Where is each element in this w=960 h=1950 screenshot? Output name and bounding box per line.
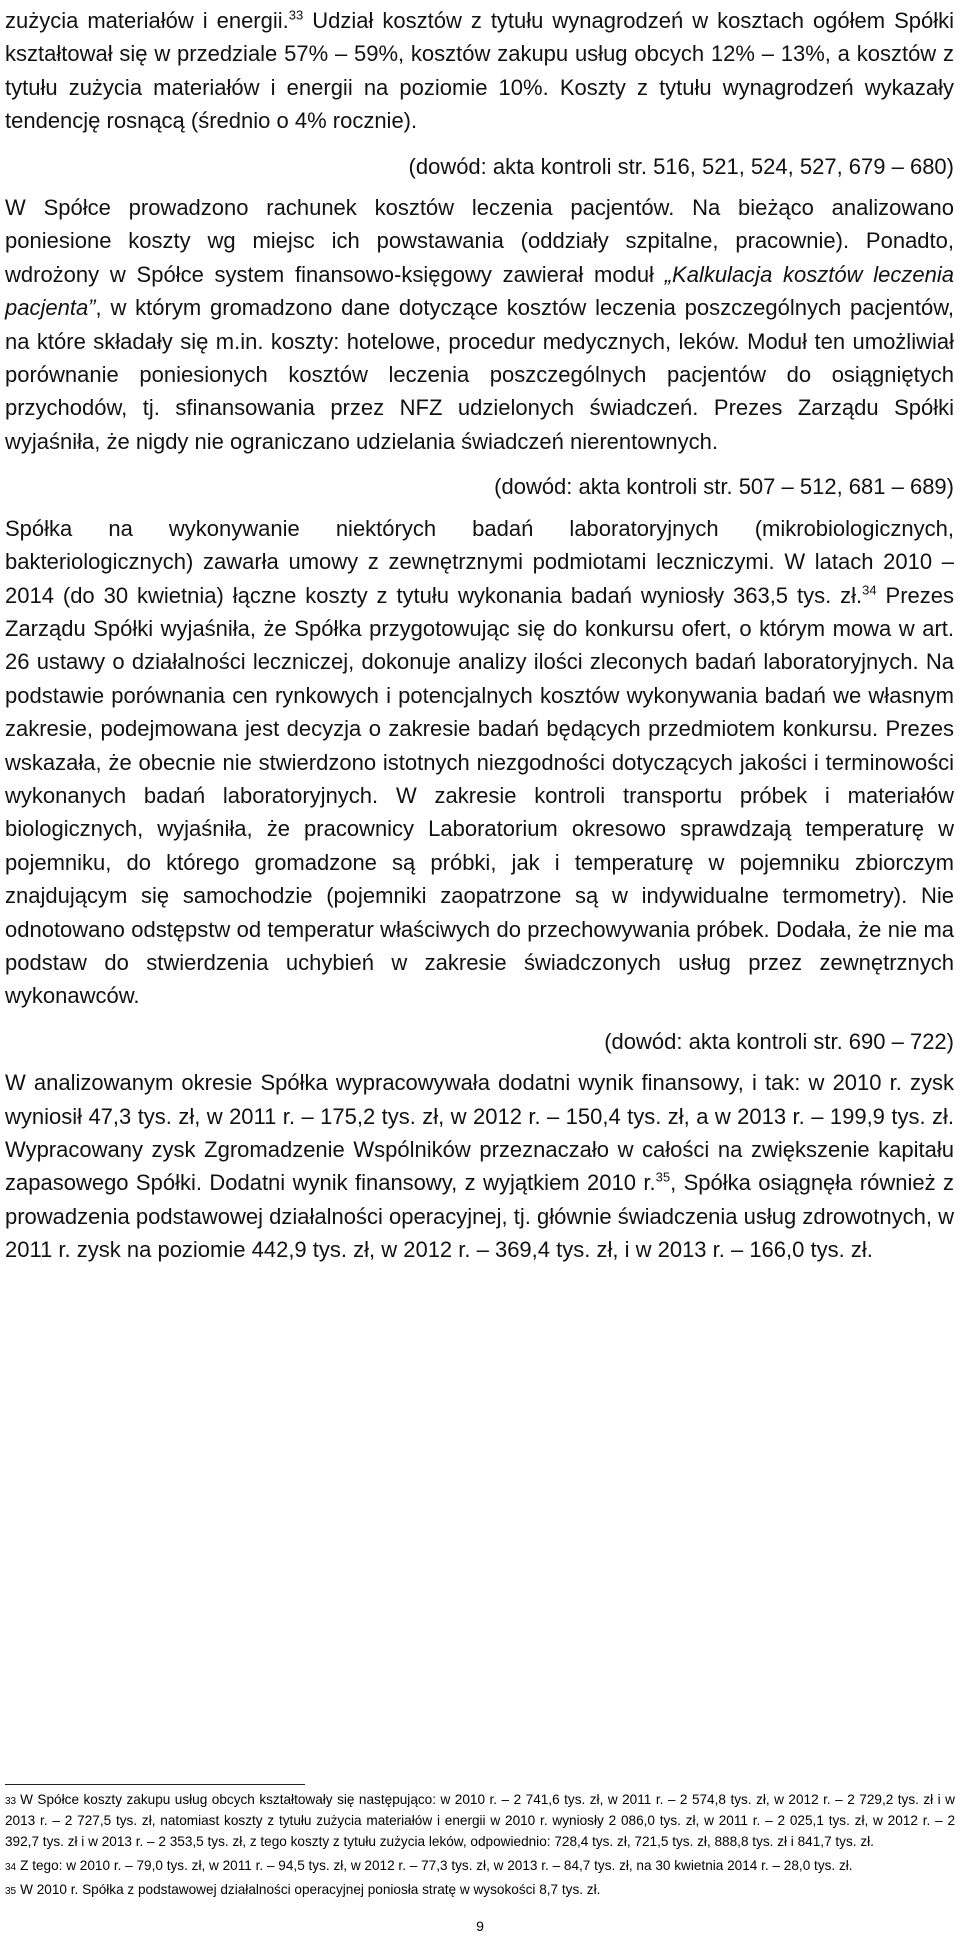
evidence-reference: (dowód: akta kontroli str. 507 – 512, 681 – 689) <box>494 474 954 500</box>
footnotes <box>5 1789 955 1903</box>
footnote-text: W 2010 r. Spółka z podstawowej działalności operacyjnej poniosła stratę w wysokości 8,7 tys. zł. <box>20 1882 601 1897</box>
evidence-reference: (dowód: akta kontroli str. 690 – 722) <box>604 1028 954 1054</box>
footnote-number: 33 <box>5 1796 17 1807</box>
footnote-35 <box>5 1879 955 1900</box>
page-number: 9 <box>476 1918 484 1934</box>
paragraph-text: W Spółce prowadzono rachunek kosztów leczenia pacjentów. Na bieżąco analizowano poniesione koszty wg miejsc ich powstawania (oddziały szpitalne, pracownie). Ponadto, wdrożony w Spółce system finansowo-księgowy zawierał moduł <box>5 195 954 287</box>
footnote-ref-34[interactable]: 34 <box>862 582 877 598</box>
paragraph-text: Udział kosztów z tytułu wynagrodzeń w kosztach ogółem Spółki kształtował się w przedziale 57% – 59%, kosztów zakupu usług obcych 12% – 13%, a kosztów z tytułu zużycia materiałów i energii na poziomie 10%. Koszty z tytułu wynagrodzeń wykazały tendencję rosnącą (średnio o 4% rocznie). <box>5 8 955 134</box>
footnote-ref-33[interactable]: 33 <box>288 7 304 23</box>
paragraph-text: zużycia materiałów i energii. <box>5 8 289 33</box>
footnote-33 <box>5 1789 955 1852</box>
evidence-reference: (dowód: akta kontroli str. 516, 521, 524, 527, 679 – 680) <box>408 153 954 179</box>
paragraph-text: W analizowanym okresie Spółka wypracowywała dodatni wynik finansowy, i tak: w 2010 r. zysk wyniosił 47,3 tys. zł, w 2011 r. – 175,2 tys. zł, w 2012 r. – 150,4 tys. zł, a w 2013 r. – 199,9 tys. zł. Wypracowany zysk Zgromadzenie Wspólników przeznaczało w całości na zwiększenie kapitału zapasowego Spółki. Dodatni wynik finansowy, z wyjątkiem 2010 r. <box>5 1070 954 1196</box>
footnote-34 <box>5 1855 955 1876</box>
paragraph-text: Prezes Zarządu Spółki wyjaśniła, że Spółka przygotowując się do konkursu ofert, o którym mowa w art. 26 ustawy o działalności leczniczej, dokonuje analizy ilości zleconych badań laboratoryjnych. Na podstawie porównania cen rynkowych i potencjalnych kosztów wykonywania badań we własnym zakresie, podejmowana jest decyzja o zakresie badań będących przedmiotem konkursu. Prezes wskazała, że obecnie nie stwierdzono istotnych niezgodności dotyczących jakości i terminowości wykonanych badań laboratoryjnych. W zakresie kontroli transportu próbek i materiałów biologicznych, wyjaśniła, że pracownicy Laboratorium okresowo sprawdzają temperaturę w pojemniku, do którego gromadzone są próbki, jak i temperaturę w pojemniku zbiorczym znajdującym się samochodzie (pojemniki zaopatrzone są w indywidualne termometry). Nie odnotowano odstępstw od temperatur właściwych do przechowywania próbek. Dodała, że nie ma podstaw do stwierdzenia uchybień w zakresie świadczonych usług przez zewnętrznych wykonawców. <box>5 582 954 1009</box>
paragraph-financial-result <box>5 1066 954 1266</box>
paragraph-laboratory-tests <box>5 512 954 1013</box>
footnote-ref-35[interactable]: 35 <box>655 1170 671 1186</box>
paragraph-text: , w którym gromadzono dane dotyczące kosztów leczenia poszczególnych pacjentów, na które składały się m.in. koszty: hotelowe, procedur medycznych, leków. Moduł ten umożliwiał porównanie poniesionych kosztów leczenia poszczególnych pacjentów do osiągniętych przychodów, tj. sfinansowania przez NFZ udzielonych świadczeń. Prezes Zarządu Spółki wyjaśniła, że nigdy nie ograniczano udzielania świadczeń nierentownych. <box>5 295 954 454</box>
footnote-separator <box>5 1784 305 1785</box>
paragraph-costs-structure <box>5 4 954 138</box>
footnote-text: W Spółce koszty zakupu usług obcych kształtowały się następująco: w 2010 r. – 2 741,6 tys. zł, w 2011 r. – 2 574,8 tys. zł, w 2012 r. – 2 729,2 tys. zł i w 2013 r. – 2 727,5 tys. zł, natomiast koszty z tytułu zużycia materiałów i energii w 2010 r. wyniosły 2 086,0 tys. zł, w 2011 r. – 2 025,1 tys. zł, w 2012 r. – 2 392,7 tys. zł i w 2013 r. – 2 353,5 tys. zł, z tego koszty z tytułu zużycia leków, odpowiednio: 728,4 tys. zł, 721,5 tys. zł, 888,8 tys. zł i 841,7 tys. zł. <box>5 1792 955 1849</box>
paragraph-patient-cost-accounting <box>5 191 954 458</box>
module-name: „Kalkulacja kosztów leczenia pacjenta” <box>5 261 954 321</box>
paragraph-text: Spółka na wykonywanie niektórych badań laboratoryjnych (mikrobiologicznych, bakteriologicznych) zawarła umowy z zewnętrznymi podmiotami leczniczymi. W latach 2010 – 2014 (do 30 kwietnia) łączne koszty z tytułu wykonania badań wyniosły 363,5 tys. zł. <box>5 515 954 608</box>
footnote-number: 35 <box>5 1886 17 1897</box>
footnote-text: Z tego: w 2010 r. – 79,0 tys. zł, w 2011 r. – 94,5 tys. zł, w 2012 r. – 77,3 tys. zł, w 2013 r. – 84,7 tys. zł, na 30 kwietnia 2014 r. – 28,0 tys. zł. <box>20 1858 853 1873</box>
footnote-number: 34 <box>5 1862 17 1873</box>
paragraph-text: , Spółka osiągnęła również z prowadzenia podstawowej działalności operacyjnej, tj. głównie świadczenia usług zdrowotnych, w 2011 r. zysk na poziomie 442,9 tys. zł, w 2012 r. – 369,4 tys. zł, i w 2013 r. – 166,0 tys. zł. <box>5 1170 955 1263</box>
